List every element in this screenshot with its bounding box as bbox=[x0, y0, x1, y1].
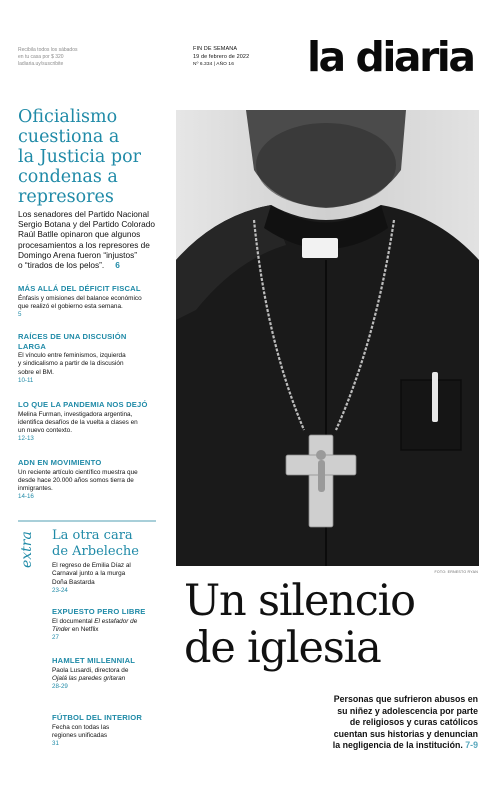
extra-feature[interactable]: La otra cara de Arbeleche El regreso de Emilia Díaz al Carnaval junto a la murga Doña Bastarda 23-24 bbox=[52, 528, 167, 595]
masthead-logo: la diaria bbox=[307, 33, 474, 81]
extra-item[interactable]: FÚTBOL DEL INTERIOR Fecha con todas las regiones unificadas 31 bbox=[52, 713, 143, 748]
main-deck: Personas que sufrieron abusos en su niñez y adolescencia por parte de religiosos y curas católicos cuentan sus historias y denuncian la negligencia de la institución. 7-9 bbox=[332, 694, 478, 751]
section-teaser[interactable]: ADN EN MOVIMIENTO Un reciente artículo científico muestra que desde hace 20.000 años somos tierra de inmigrantes. 14-16 bbox=[18, 458, 168, 501]
section-pages: 10-11 bbox=[18, 376, 34, 384]
edition-info bbox=[193, 46, 293, 69]
lead-page-ref: 6 bbox=[115, 260, 120, 271]
edition-label: FIN DE SEMANA bbox=[193, 46, 238, 52]
section-teaser[interactable]: RAÍCES DE UNA DISCUSIÓN LARGA El vínculo entre feminismos, izquierda y sindicalismo a partir de la discusión sobre el BM. 10-11 bbox=[18, 332, 168, 385]
section-teaser[interactable]: MÁS ALLÁ DEL DÉFICIT FISCAL Énfasis y omisiones del balance económico que realizó el gobierno esta semana. 5 bbox=[18, 284, 168, 319]
main-page-ref: 7-9 bbox=[465, 740, 478, 751]
extra-divider bbox=[18, 520, 156, 522]
extra-item[interactable]: EXPUESTO PERO LIBRE El documental El estafador de Tinder en Netflix 27 bbox=[52, 607, 146, 642]
cover-photo bbox=[176, 110, 479, 566]
extra-feature-pages: 23-24 bbox=[52, 586, 68, 594]
section-teaser[interactable]: LO QUE LA PANDEMIA NOS DEJÓ Melina Furman, investigadora argentina, identifica desafíos de la vuelta a clases en un nuevo contexto. 12-13 bbox=[18, 400, 168, 443]
priest-photo-illustration bbox=[176, 110, 479, 566]
issue-number: Nº 6.334 | AÑO 16 bbox=[193, 62, 234, 67]
edition-date: 19 de febrero de 2022 bbox=[193, 53, 250, 60]
main-headline: Un silencio de iglesia bbox=[184, 576, 415, 673]
photo-credit: FOTO: ERNESTO RYAN bbox=[434, 570, 478, 574]
lead-headline: Oficialismo cuestiona a la Justicia por condenas a represores bbox=[18, 107, 141, 207]
section-pages: 14-16 bbox=[18, 493, 34, 501]
extra-item[interactable]: HAMLET MILLENNIAL Paola Lusardi, directora de Ojalá las paredes gritaran 28-29 bbox=[52, 656, 136, 691]
subscription-note: Recibila todos los sábados en tu casa por $ 320 ladiaria.uy/suscribite bbox=[18, 47, 78, 67]
extra-feature-headline: La otra cara de Arbeleche bbox=[52, 528, 139, 559]
section-pages: 12-13 bbox=[18, 435, 34, 443]
extra-label: extra bbox=[19, 531, 35, 568]
lead-body: Los senadores del Partido Nacional Sergio Botana y del Partido Colorado Raúl Batlle opinaron que algunos procesamientos a los represores de Domingo Arena fueron “injustos” o “tirados de los pelos”. 6 bbox=[18, 209, 155, 271]
section-pages: 5 bbox=[18, 311, 22, 319]
